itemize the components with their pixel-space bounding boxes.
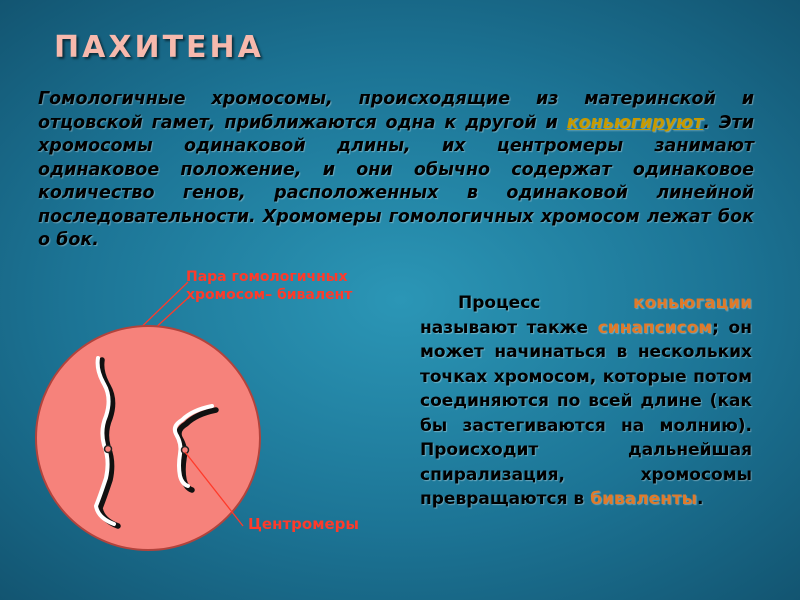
centromeres-label: Центромеры — [248, 515, 359, 533]
process-text-4: . — [697, 489, 704, 509]
process-text-3: ; он может начинаться в нескольких точках хромосом, которые потом соединяются по всей длине (как бы застегиваются на молнию). Происходит дальнейшая спирализация, хромосомы превращаются в — [420, 317, 752, 509]
intro-text-after-link: . Эти хромосомы одинаковой длины, их центромеры занимают одинаковое положение, и они обычно содержат одинаковое количество генов, расположенных в одинаковой линейной последовательности. Хромомеры гомологичных хромосом лежат бок о бок. — [38, 112, 754, 250]
term-bivalents: биваленты — [590, 489, 698, 509]
term-synapsis: синапсисом — [597, 317, 713, 338]
cell-circle — [36, 326, 260, 550]
bivalent-label: Пара гомологичных хромосом– бивалент — [186, 269, 353, 303]
process-text-1: Процесс — [458, 293, 633, 313]
process-paragraph — [420, 291, 752, 512]
process-text-2: называют также — [420, 317, 598, 338]
slide-title: ПАХИТЕНА — [54, 30, 264, 65]
conjugate-link[interactable]: коньюгируют — [566, 112, 704, 133]
left-centromere — [105, 446, 112, 453]
intro-text-before-link: Гомологичные хромосомы, происходящие из материнской и отцовской гамет, приближаются одна к другой и — [38, 89, 754, 133]
term-conjugation: коньюгации — [632, 293, 752, 313]
